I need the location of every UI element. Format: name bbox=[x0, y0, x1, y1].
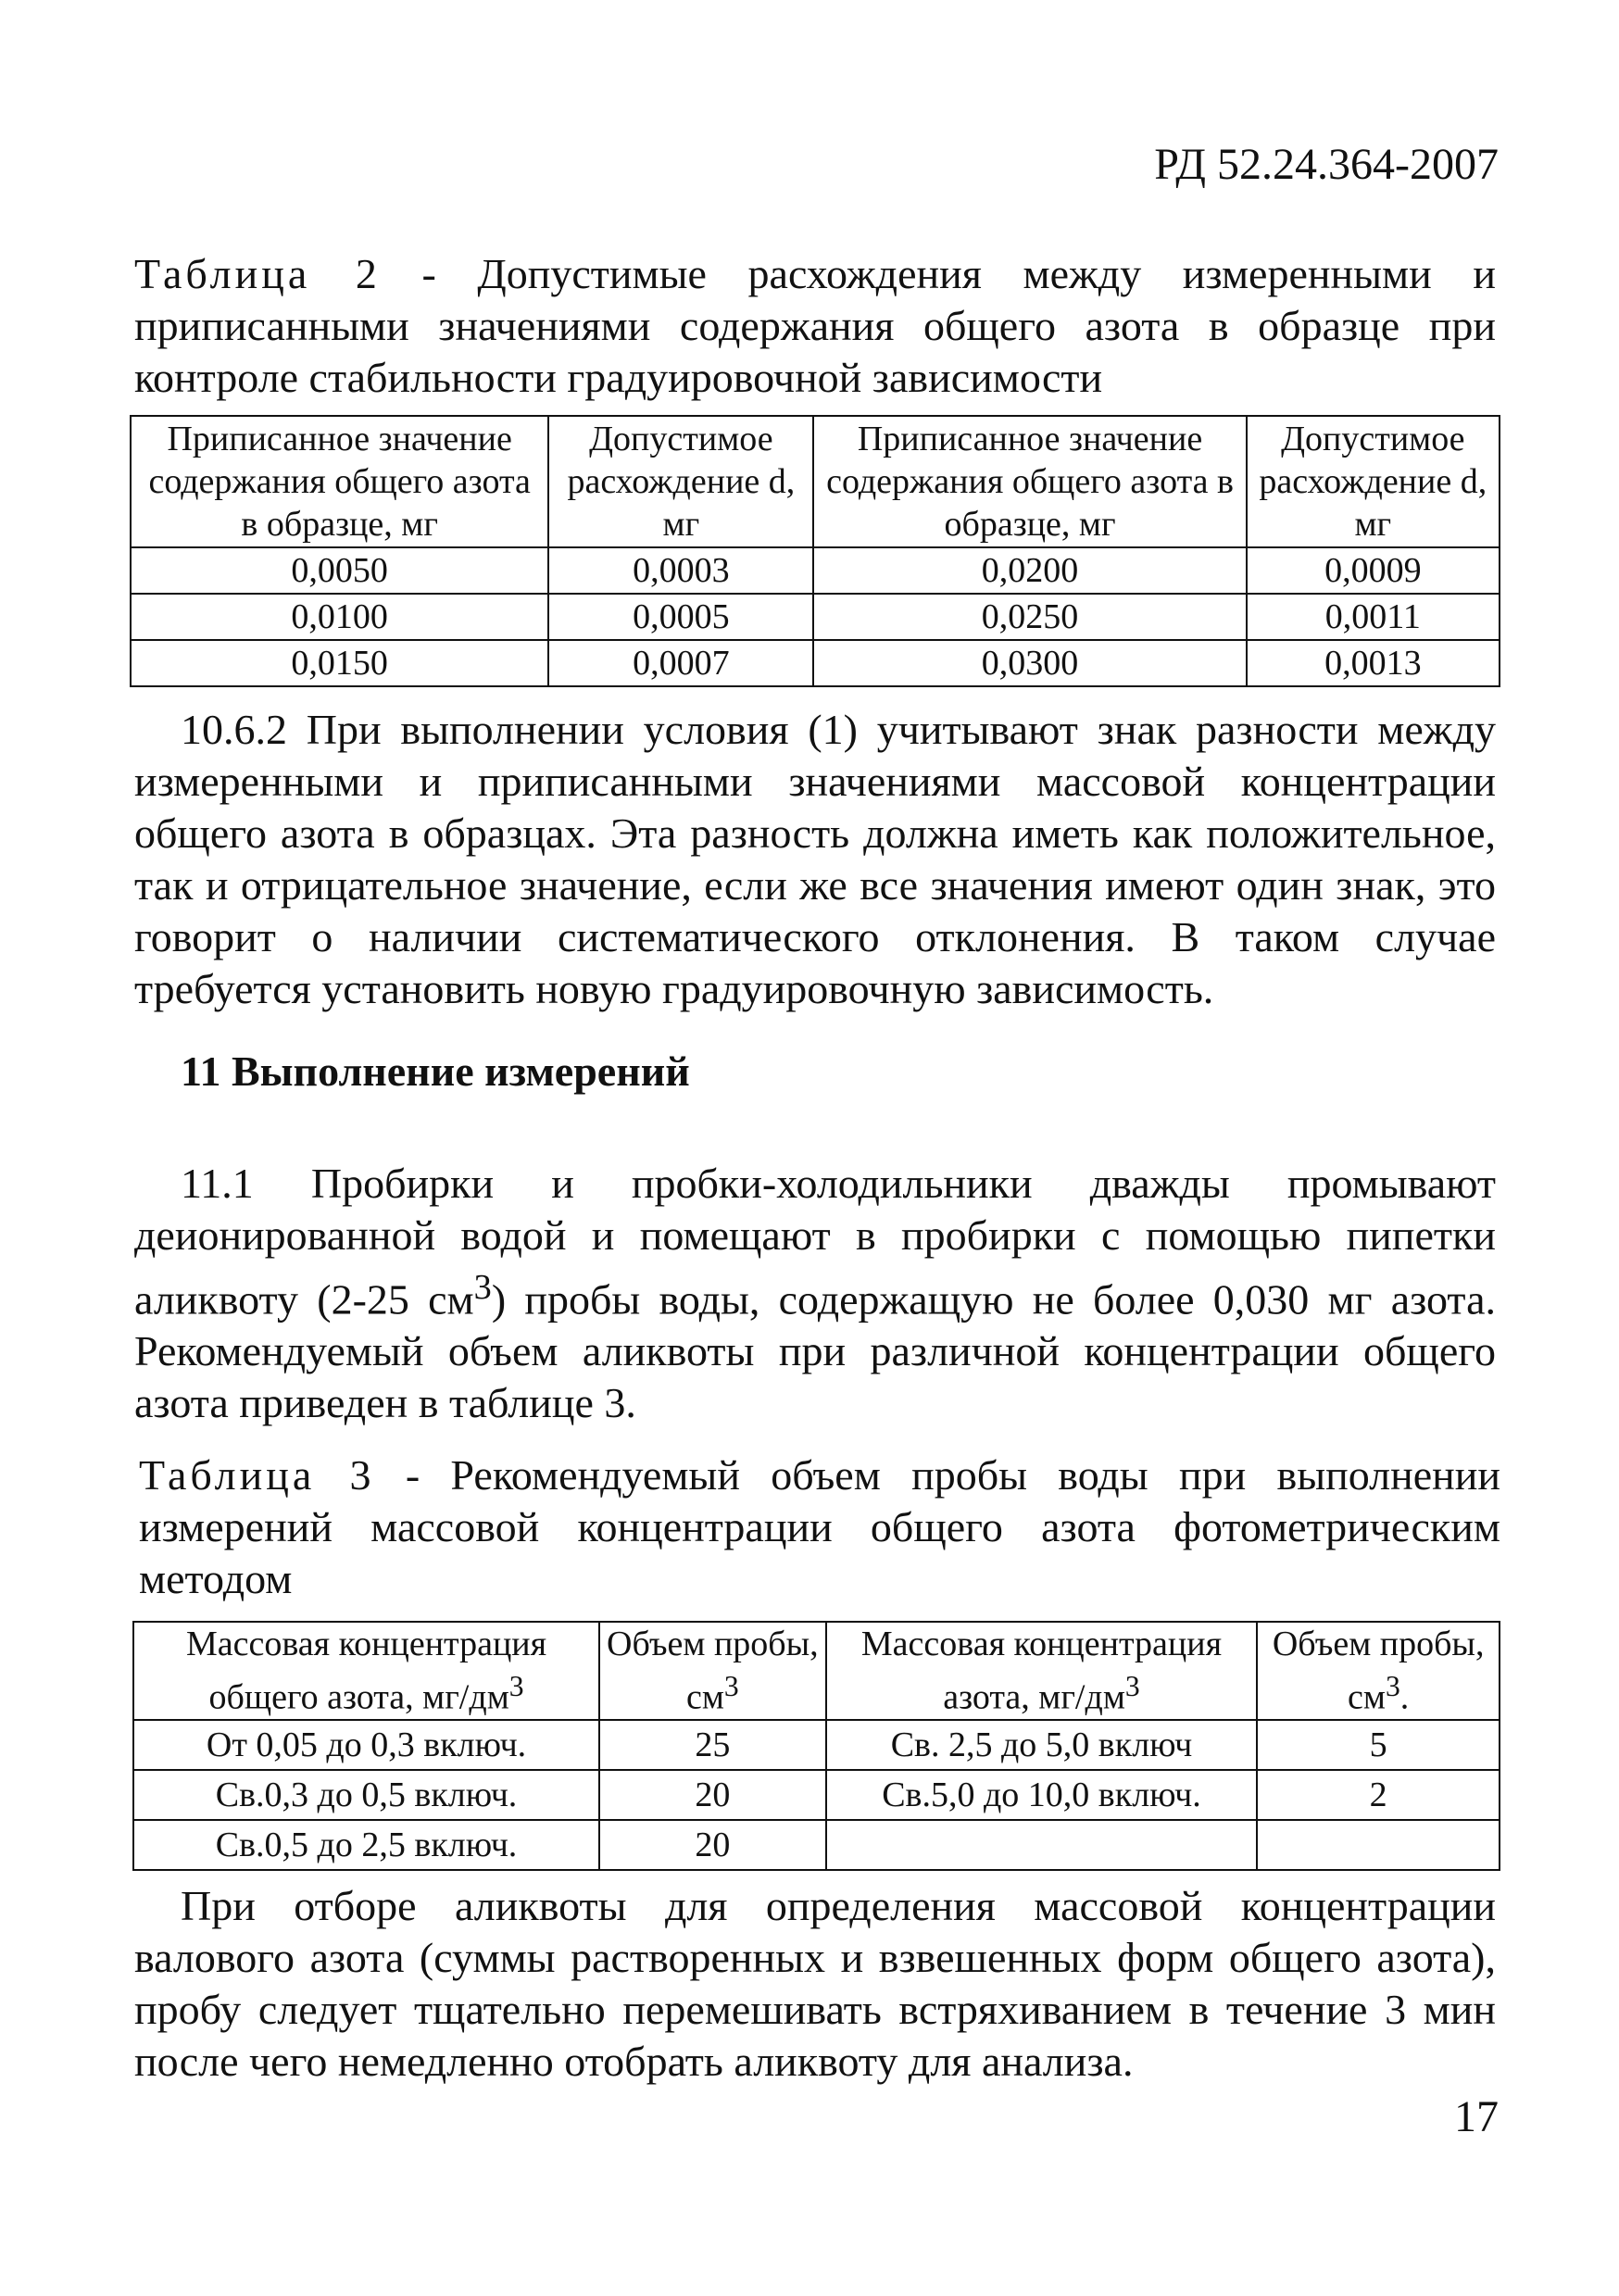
table3-cell: 20 bbox=[599, 1820, 826, 1870]
table-row bbox=[133, 1820, 1500, 1870]
table2-header-cell: Приписанное значение содержания общего азота в образце, мг bbox=[813, 416, 1246, 547]
table2-cell: 0,0009 bbox=[1247, 547, 1500, 594]
table2-header-cell: Приписанное значение содержания общего азота в образце, мг bbox=[131, 416, 548, 547]
table3-cell: 25 bbox=[599, 1720, 826, 1770]
table2-cell: 0,0011 bbox=[1247, 594, 1500, 640]
table2-cell: 0,0200 bbox=[813, 547, 1246, 594]
table3-cell bbox=[826, 1820, 1258, 1870]
table2-cell: 0,0100 bbox=[131, 594, 548, 640]
table3-header-cell bbox=[826, 1622, 1258, 1720]
table2-cell: 0,0005 bbox=[548, 594, 813, 640]
table3-header-cell bbox=[599, 1622, 826, 1720]
table-row bbox=[133, 1770, 1500, 1820]
table2-cell: 0,0013 bbox=[1247, 640, 1500, 686]
table2 bbox=[130, 415, 1500, 687]
table2-cell: 0,0050 bbox=[131, 547, 548, 594]
table2-caption-label: Таблица 2 bbox=[134, 250, 381, 297]
table3-cell: 5 bbox=[1257, 1720, 1500, 1770]
paragraph-11-1 bbox=[134, 1158, 1496, 1429]
table2-cell: 0,0300 bbox=[813, 640, 1246, 686]
table3-header-cell bbox=[133, 1622, 599, 1720]
table2-cell: 0,0007 bbox=[548, 640, 813, 686]
document-id: РД 52.24.364-2007 bbox=[1154, 140, 1499, 189]
superscript: 3 bbox=[508, 1670, 524, 1702]
paragraph-10-6-2 bbox=[134, 704, 1496, 1015]
superscript: 3 bbox=[1124, 1670, 1140, 1702]
table3 bbox=[132, 1621, 1500, 1871]
table3-caption bbox=[139, 1449, 1500, 1605]
paragraph-11-1-text-b: ) пробы воды, содержащую не более 0,030 мг азота. Рекомендуемый объем аликвоты при различной концентрации общего азота приведен в таблице 3. bbox=[134, 1275, 1496, 1427]
table3-header-text: Массовая концентрация общего азота, мг/дм bbox=[185, 1625, 547, 1717]
paragraph-10-6-2-text: 10.6.2 При выполнении условия (1) учитывают знак разности между измеренными и приписанными значениями массовой концентрации общего азота в образцах. Эта разность должна иметь как положительное, так и отрицательное значение, если же все значения имеют один знак, это говорит о наличии систематического отклонения. В таком случае требуется установить новую градуировочную зависимость. bbox=[134, 706, 1496, 1012]
table2-header-cell: Допустимое расхождение d, мг bbox=[548, 416, 813, 547]
table3-cell: От 0,05 до 0,3 включ. bbox=[133, 1720, 599, 1770]
table3-header-cell bbox=[1257, 1622, 1500, 1720]
table2-cell: 0,0250 bbox=[813, 594, 1246, 640]
paragraph-11-1-text-a: 11.1 Пробирки и пробки-холодильники дважды промывают деионированной водой и помещают в пробирки с помощью пипетки аликвоту (2-25 см bbox=[134, 1160, 1496, 1324]
table3-caption-text: - Рекомендуемый объем пробы воды при выполнении измерений массовой концентрации общего азота фотометрическим методом bbox=[139, 1451, 1500, 1602]
table2-cell: 0,0003 bbox=[548, 547, 813, 594]
table3-cell: Св.5,0 до 10,0 включ. bbox=[826, 1770, 1258, 1820]
table2-cell: 0,0150 bbox=[131, 640, 548, 686]
table2-caption bbox=[134, 248, 1496, 404]
table3-header-text: Объем пробы, см bbox=[607, 1625, 819, 1717]
table3-cell: Св.0,5 до 2,5 включ. bbox=[133, 1820, 599, 1870]
section-heading: 11 Выполнение измерений bbox=[181, 1048, 690, 1095]
table3-header-suffix: . bbox=[1399, 1677, 1410, 1717]
table3-cell: Св.0,3 до 0,5 включ. bbox=[133, 1770, 599, 1820]
table3-cell: Св. 2,5 до 5,0 включ bbox=[826, 1720, 1258, 1770]
table3-cell: 2 bbox=[1257, 1770, 1500, 1820]
superscript: 3 bbox=[723, 1670, 739, 1702]
paragraph-aliquot bbox=[134, 1880, 1496, 2088]
table-row bbox=[131, 640, 1500, 686]
table3-cell: 20 bbox=[599, 1770, 826, 1820]
table2-caption-text: - Допустимые расхождения между измеренными и приписанными значениями содержания общего азота в образце при контроле стабильности градуировочной зависимости bbox=[134, 250, 1496, 401]
table3-caption-label: Таблица 3 bbox=[139, 1451, 375, 1499]
superscript: 3 bbox=[1385, 1670, 1400, 1702]
superscript: 3 bbox=[473, 1268, 492, 1307]
table-row bbox=[131, 594, 1500, 640]
paragraph-aliquot-text: При отборе аликвоты для определения массовой концентрации валового азота (суммы растворенных и взвешенных форм общего азота), пробу следует тщательно перемешивать встряхиванием в течение 3 мин после чего немедленно отобрать аликвоту для анализа. bbox=[134, 1882, 1496, 2085]
table3-cell bbox=[1257, 1820, 1500, 1870]
table-row bbox=[133, 1720, 1500, 1770]
page-number: 17 bbox=[1454, 2092, 1499, 2141]
table-row bbox=[131, 547, 1500, 594]
table3-header-text: Объем пробы, см bbox=[1272, 1625, 1485, 1717]
table3-header-text: Массовая концентрация азота, мг/дм bbox=[860, 1625, 1223, 1717]
table2-header-cell: Допустимое расхождение d, мг bbox=[1247, 416, 1500, 547]
